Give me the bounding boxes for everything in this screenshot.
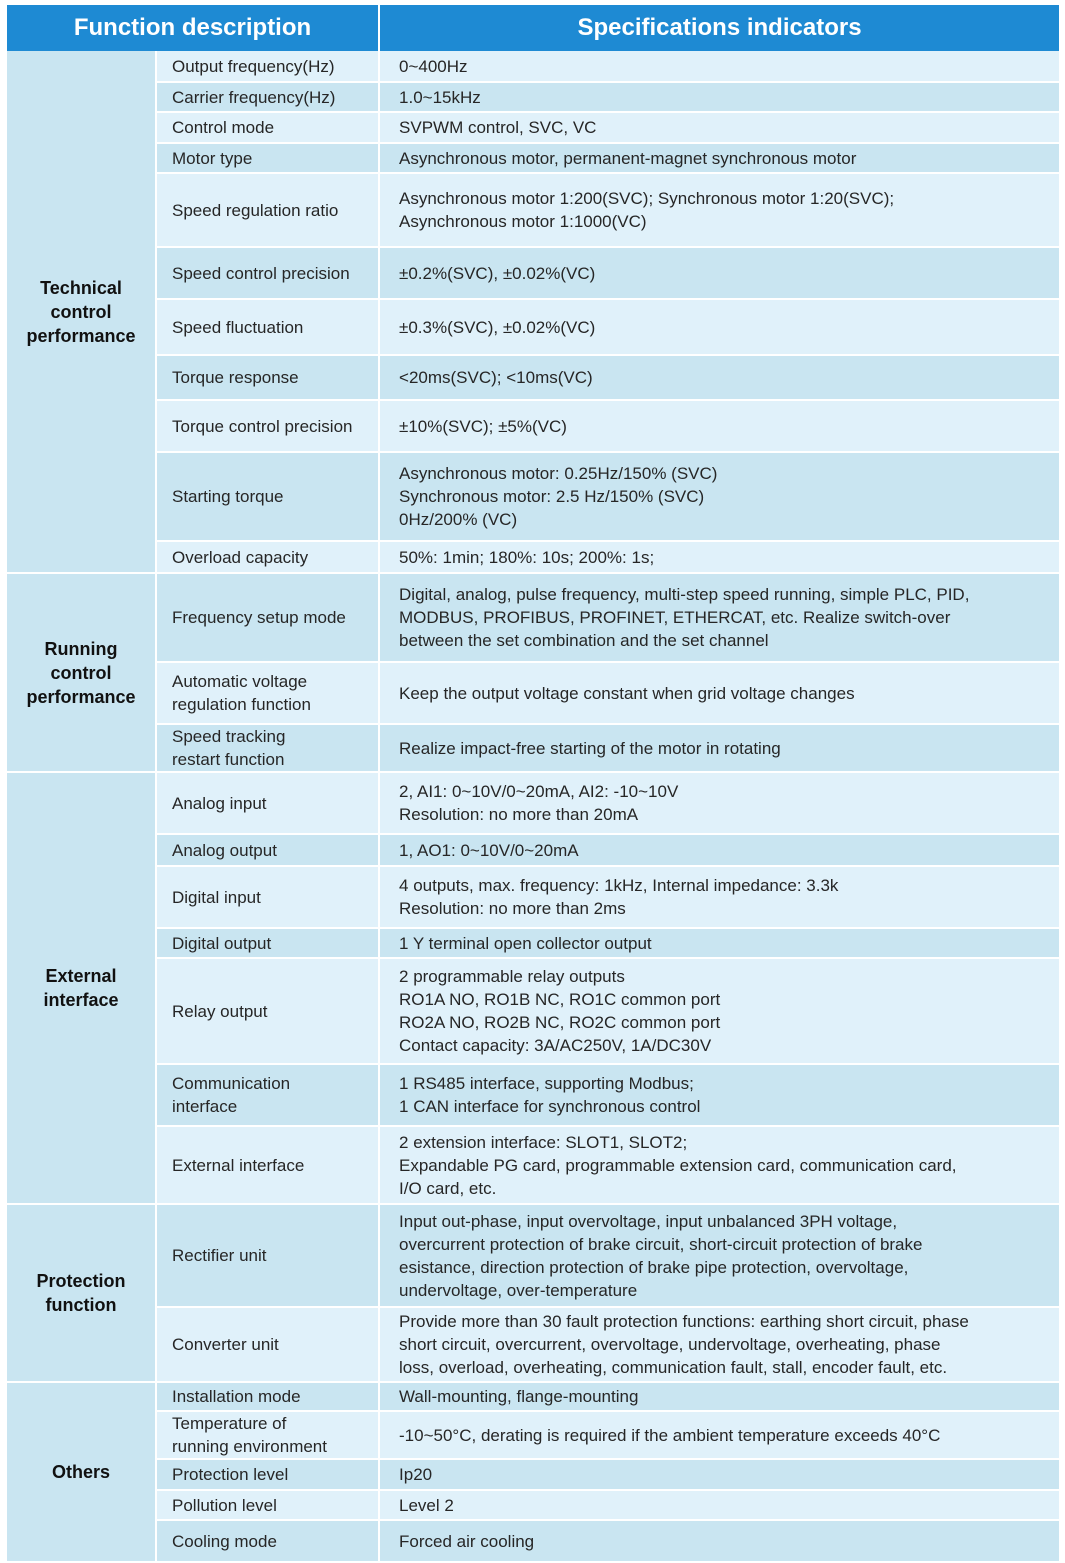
table-row (7, 1205, 1059, 1308)
header-specifications-indicators: Specifications indicators (380, 5, 1059, 51)
table-row (7, 1491, 1059, 1521)
specification-cell: -10~50°C, derating is required if the ambient temperature exceeds 40°C (380, 1412, 1059, 1460)
function-name-cell: Carrier frequency(Hz) (157, 83, 380, 113)
function-name-cell: External interface (157, 1127, 380, 1205)
specification-cell: Asynchronous motor 1:200(SVC); Synchronous motor 1:20(SVC); Asynchronous motor 1:1000(VC) (380, 174, 1059, 248)
function-name-cell: Temperature of running environment (157, 1412, 380, 1460)
table-row (7, 356, 1059, 401)
specification-cell: Provide more than 30 fault protection functions: earthing short circuit, phase short circuit, overcurrent, overvoltage, undervoltage, overheating, phase loss, overload, overheating, communication fault, stall, encoder fault, etc. (380, 1308, 1059, 1383)
table-row (7, 773, 1059, 835)
function-name-cell: Speed control precision (157, 248, 380, 300)
category-label: External interface (43, 966, 119, 1010)
table-row (7, 1460, 1059, 1491)
table-row (7, 929, 1059, 959)
specification-cell: SVPWM control, SVC, VC (380, 113, 1059, 144)
specification-cell: Wall-mounting, flange-mounting (380, 1383, 1059, 1412)
table-row (7, 1383, 1059, 1412)
table-row (7, 835, 1059, 867)
function-name-cell: Starting torque (157, 453, 380, 542)
category-cell (7, 773, 157, 1205)
table-row (7, 248, 1059, 300)
function-name-cell: Digital output (157, 929, 380, 959)
specification-cell: 2, AI1: 0~10V/0~20mA, AI2: -10~10V Resolution: no more than 20mA (380, 773, 1059, 835)
specification-cell: 2 extension interface: SLOT1, SLOT2; Expandable PG card, programmable extension card, communication card, I/O card, etc. (380, 1127, 1059, 1205)
table-row (7, 867, 1059, 929)
function-name-cell: Control mode (157, 113, 380, 144)
function-name-cell: Relay output (157, 959, 380, 1065)
specification-cell: Forced air cooling (380, 1521, 1059, 1563)
table-row (7, 144, 1059, 174)
specification-cell: 0~400Hz (380, 51, 1059, 83)
function-name-cell: Cooling mode (157, 1521, 380, 1563)
function-name-cell: Torque response (157, 356, 380, 401)
table-row (7, 113, 1059, 144)
category-cell (7, 574, 157, 773)
specification-cell: 1 RS485 interface, supporting Modbus; 1 CAN interface for synchronous control (380, 1065, 1059, 1127)
table-row (7, 725, 1059, 773)
table-row (7, 401, 1059, 453)
function-name-cell: Speed regulation ratio (157, 174, 380, 248)
function-name-cell: Analog input (157, 773, 380, 835)
specification-cell: ±0.3%(SVC), ±0.02%(VC) (380, 300, 1059, 356)
specification-cell: Keep the output voltage constant when grid voltage changes (380, 663, 1059, 725)
specification-table (7, 5, 1059, 1563)
table-body (7, 51, 1059, 1563)
specification-cell: 1.0~15kHz (380, 83, 1059, 113)
specification-cell: Asynchronous motor: 0.25Hz/150% (SVC) Synchronous motor: 2.5 Hz/150% (SVC) 0Hz/200% (VC) (380, 453, 1059, 542)
category-label: Technical control performance (26, 277, 136, 346)
specification-cell: Ip20 (380, 1460, 1059, 1491)
table-row (7, 1412, 1059, 1460)
table-row (7, 83, 1059, 113)
category-cell (7, 1205, 157, 1383)
function-name-cell: Communication interface (157, 1065, 380, 1127)
table-row (7, 1065, 1059, 1127)
function-name-cell: Speed tracking restart function (157, 725, 380, 773)
function-name-cell: Analog output (157, 835, 380, 867)
specification-cell: <20ms(SVC); <10ms(VC) (380, 356, 1059, 401)
specification-cell: Asynchronous motor, permanent-magnet synchronous motor (380, 144, 1059, 174)
specification-cell: 4 outputs, max. frequency: 1kHz, Internal impedance: 3.3k Resolution: no more than 2ms (380, 867, 1059, 929)
function-name-cell: Protection level (157, 1460, 380, 1491)
function-name-cell: Speed fluctuation (157, 300, 380, 356)
table-row (7, 51, 1059, 83)
function-name-cell: Frequency setup mode (157, 574, 380, 663)
function-name-cell: Torque control precision (157, 401, 380, 453)
table-row (7, 174, 1059, 248)
function-name-cell: Automatic voltage regulation function (157, 663, 380, 725)
table-row (7, 300, 1059, 356)
specification-cell: ±10%(SVC); ±5%(VC) (380, 401, 1059, 453)
table-row (7, 542, 1059, 574)
function-name-cell: Installation mode (157, 1383, 380, 1412)
specification-cell: Digital, analog, pulse frequency, multi-step speed running, simple PLC, PID, MODBUS, PROFIBUS, PROFINET, ETHERCAT, etc. Realize switch-over between the set combination and the set channel (380, 574, 1059, 663)
table-row (7, 663, 1059, 725)
function-name-cell: Overload capacity (157, 542, 380, 574)
table-row (7, 1127, 1059, 1205)
header-function-description: Function description (7, 5, 380, 51)
table-row (7, 574, 1059, 663)
category-cell (7, 1383, 157, 1563)
category-label: Protection function (36, 1271, 126, 1315)
table-row (7, 959, 1059, 1065)
function-name-cell: Output frequency(Hz) (157, 51, 380, 83)
category-cell (7, 51, 157, 574)
function-name-cell: Digital input (157, 867, 380, 929)
specification-cell: 50%: 1min; 180%: 10s; 200%: 1s; (380, 542, 1059, 574)
specification-cell: Realize impact-free starting of the motor in rotating (380, 725, 1059, 773)
table-row (7, 453, 1059, 542)
table-header-row (7, 5, 1059, 51)
specification-cell: 2 programmable relay outputs RO1A NO, RO1B NC, RO1C common port RO2A NO, RO2B NC, RO2C common port Contact capacity: 3A/AC250V, 1A/DC30V (380, 959, 1059, 1065)
table-row (7, 1521, 1059, 1563)
function-name-cell: Motor type (157, 144, 380, 174)
category-label: Others (51, 1462, 111, 1482)
function-name-cell: Pollution level (157, 1491, 380, 1521)
category-label: Running control performance (26, 638, 136, 707)
specification-cell: 1 Y terminal open collector output (380, 929, 1059, 959)
specification-cell: ±0.2%(SVC), ±0.02%(VC) (380, 248, 1059, 300)
function-name-cell: Converter unit (157, 1308, 380, 1383)
table-row (7, 1308, 1059, 1383)
specification-cell: Input out-phase, input overvoltage, input unbalanced 3PH voltage, overcurrent protection of brake circuit, short-circuit protection of brake esistance, direction protection of brake pipe protection, overvoltage, undervoltage, over-temperature (380, 1205, 1059, 1308)
specification-cell: 1, AO1: 0~10V/0~20mA (380, 835, 1059, 867)
specification-cell: Level 2 (380, 1491, 1059, 1521)
function-name-cell: Rectifier unit (157, 1205, 380, 1308)
